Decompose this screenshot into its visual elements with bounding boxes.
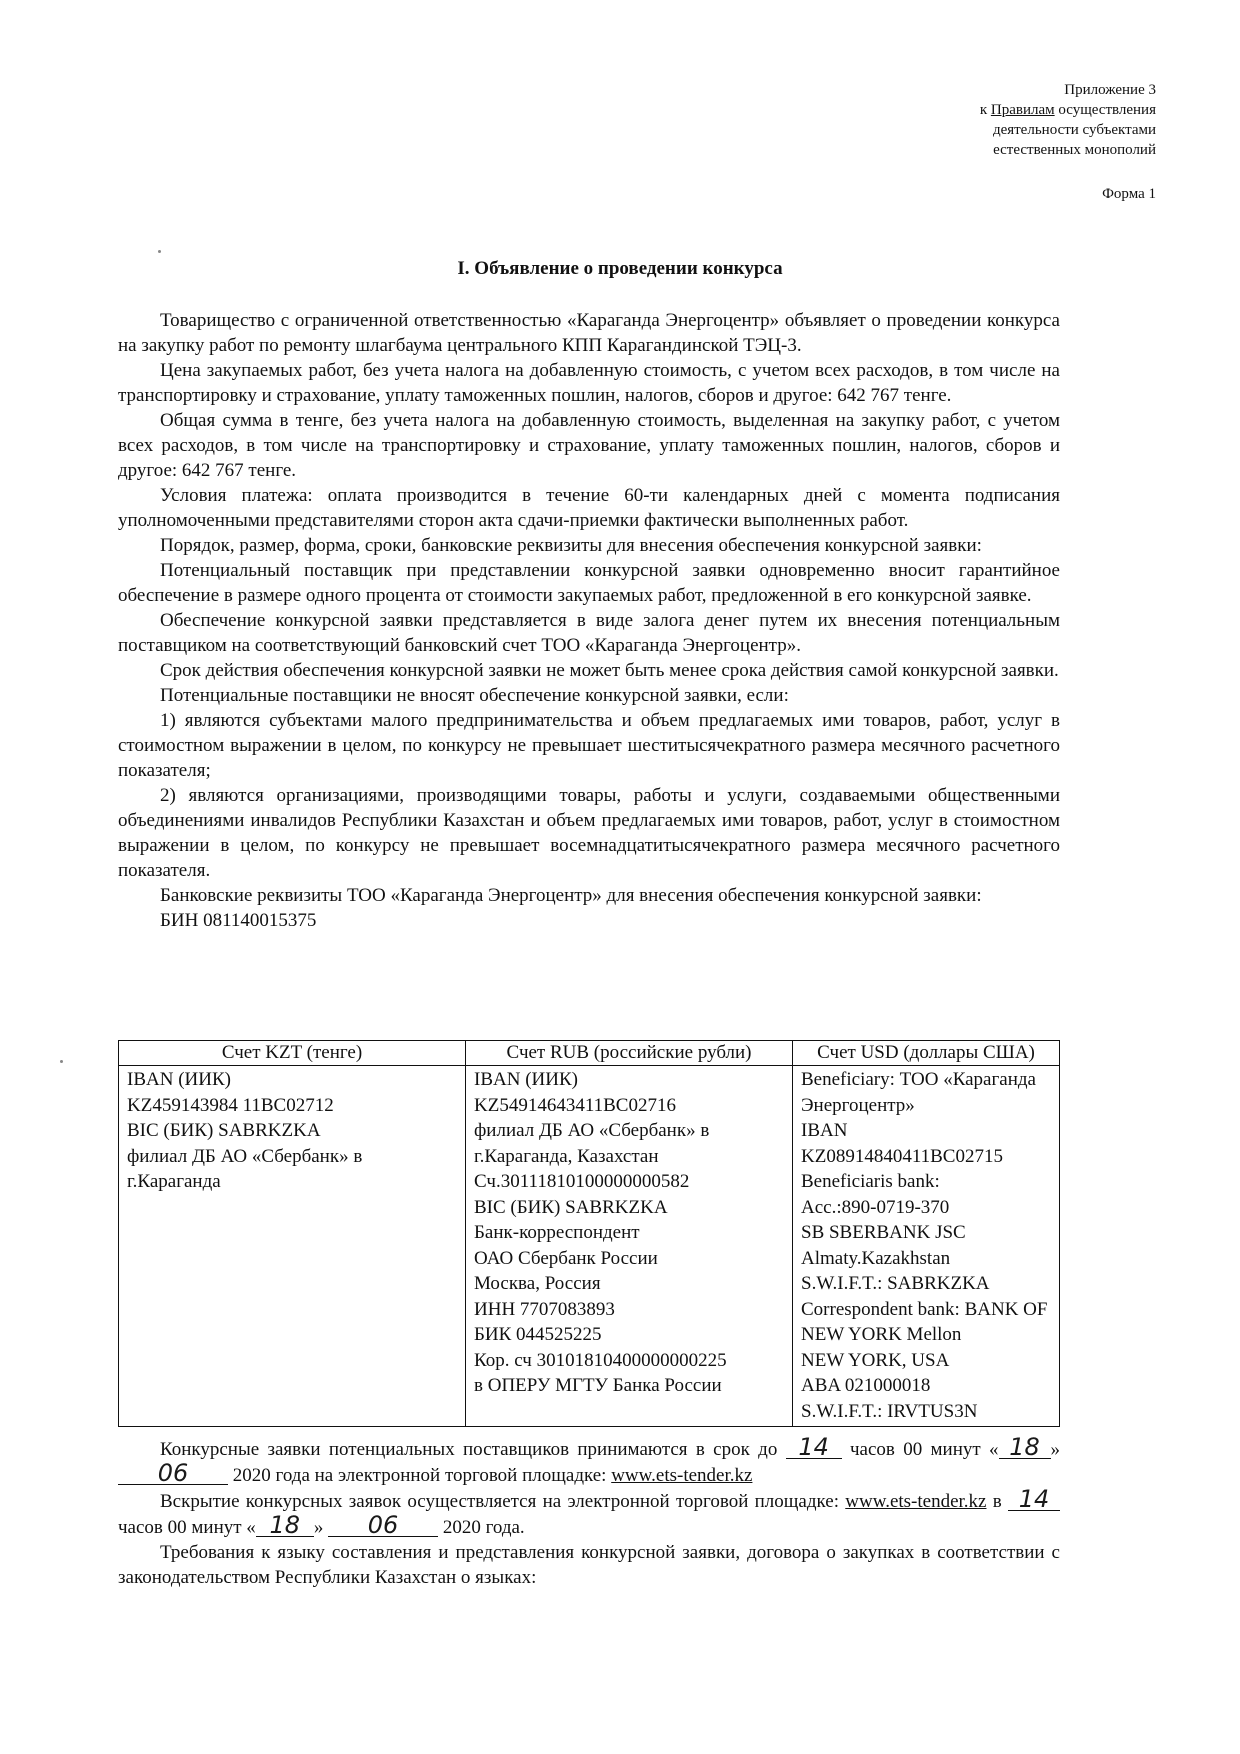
document-title: I. Объявление о проведении конкурса	[457, 258, 783, 279]
kzt-line: филиал ДБ АО «Сбербанк» в	[127, 1145, 363, 1167]
scan-speck	[158, 250, 161, 253]
rub-line: BIC (БИК) SABRKZKA	[474, 1196, 668, 1218]
handwritten-opening-day: 18	[256, 1514, 314, 1537]
usd-line: NEW YORK Mellon	[801, 1324, 962, 1345]
rub-line: IBAN (ИИК)	[474, 1069, 578, 1090]
usd-line: SB SBERBANK JSC	[801, 1222, 966, 1243]
deadline-platform-text: 2020 года на электронной торговой площадке:	[232, 1465, 607, 1486]
rub-line: Кор. сч 30101810400000000225	[474, 1349, 727, 1371]
usd-line: S.W.I.F.T.: SABRKZKA	[801, 1273, 990, 1294]
rub-line: Москва, Россия	[474, 1273, 601, 1294]
paragraph-intro: Товарищество с ограниченной ответственностью «Караганда Энергоцентр» объявляет о проведении конкурса на закупку работ по ремонту шлагбаума центрального КПП Карагандинской ТЭЦ-3.	[118, 310, 1060, 356]
paragraph-security-form: Обеспечение конкурсной заявки представляется в виде залога денег путем их внесения потенциальным поставщиком на соответствующий банковский счет ТОО «Караганда Энергоцентр».	[118, 610, 1060, 656]
rub-line: филиал ДБ АО «Сбербанк» в	[474, 1120, 710, 1141]
handwritten-opening-hour: 14	[1008, 1488, 1060, 1511]
rub-line: ИНН 7707083893	[474, 1298, 615, 1320]
paragraph-security-term: Срок действия обеспечения конкурсной заявки не может быть менее срока действия самой конкурсной заявки.	[160, 660, 1059, 681]
handwritten-day: 18	[999, 1436, 1051, 1459]
opening-text: Вскрытие конкурсных заявок осуществляется на электронной торговой площадке:	[160, 1491, 839, 1512]
ets-tender-link[interactable]: www.ets-tender.kz	[611, 1465, 753, 1486]
quote-close: »	[1050, 1439, 1061, 1460]
appendix-reference	[980, 80, 1156, 160]
header-kzt: Счет KZT (тенге)	[119, 1041, 466, 1066]
bank-details-table	[118, 1040, 1060, 1427]
appendix-prefix: к	[979, 102, 991, 118]
form-label: Форма 1	[1102, 186, 1156, 202]
kzt-line: IBAN (ИИК)	[127, 1069, 231, 1090]
opening-year-text: 2020 года.	[442, 1517, 525, 1538]
bin-number: БИН 081140015375	[160, 910, 317, 931]
usd-account-cell	[793, 1066, 1060, 1427]
rub-line: Банк-корреспондент	[474, 1222, 640, 1243]
handwritten-hour: 14	[786, 1436, 842, 1459]
deadline-time-text: часов 00 минут	[849, 1439, 981, 1460]
rub-account-cell	[466, 1066, 793, 1427]
opening-info	[118, 1485, 1060, 1540]
paragraph-exemptions-intro: Потенциальные поставщики не вносят обеспечение конкурсной заявки, если:	[160, 685, 789, 706]
appendix-line-3: деятельности субъектами	[992, 122, 1156, 138]
rub-line: KZ54914643411BC02716	[474, 1094, 676, 1116]
usd-line: IBAN KZ08914840411BC02715	[801, 1120, 1003, 1167]
opening-in: в	[992, 1491, 1002, 1512]
handwritten-opening-month: 06	[328, 1514, 438, 1537]
header-rub: Счет RUB (российские рубли)	[466, 1041, 793, 1066]
usd-line: ABA 021000018	[801, 1375, 931, 1396]
usd-line: Acc.:890-0719-370	[801, 1196, 950, 1218]
usd-line: Beneficiary: ТОО «Караганда	[801, 1069, 1036, 1090]
rules-link[interactable]: Правилам	[990, 102, 1055, 118]
opening-time-text: часов 00 минут «	[118, 1517, 256, 1538]
deadline-text: Конкурсные заявки потенциальных поставщиков принимаются в срок до	[160, 1439, 778, 1460]
usd-line: Correspondent bank: BANK OF	[801, 1298, 1048, 1320]
table-header-row	[119, 1041, 1060, 1066]
usd-line: Almaty.Kazakhstan	[801, 1247, 951, 1269]
rub-line: в ОПЕРУ МГТУ Банка России	[474, 1375, 722, 1396]
paragraph-security-procedure: Порядок, размер, форма, сроки, банковские реквизиты для внесения обеспечения конкурсной заявки:	[160, 535, 982, 556]
paragraph-total-sum: Общая сумма в тенге, без учета налога на добавленную стоимость, выделенная на закупку работ, с учетом всех расходов, в том числе на транспортировку и страхование, уплату таможенных пошлин, налогов, сборов и другое: 642 767 тенге.	[118, 410, 1060, 481]
kzt-line: г.Караганда	[127, 1171, 221, 1192]
kzt-line: BIC (БИК) SABRKZKA	[127, 1120, 321, 1141]
scan-speck	[60, 1060, 63, 1063]
usd-line: NEW YORK, USA	[801, 1349, 950, 1371]
appendix-line-2	[980, 100, 1156, 120]
appendix-line-1: Приложение 3	[1064, 82, 1156, 98]
deadlines-section	[118, 1433, 1061, 1590]
paragraph-price: Цена закупаемых работ, без учета налога на добавленную стоимость, с учетом всех расходов, в том числе на транспортировку и страхование, уплату таможенных пошлин, налогов, сборов и другое: 642 767 тенге.	[118, 360, 1060, 406]
paragraph-exemption-2: 2) являются организациями, производящими товары, работы и услуги, создаваемыми общественными объединениями инвалидов Республики Казахстан и объем предлагаемых ими товаров, работ, услуг в стоимостном выражении в целом, по конкурсу не превышает восемнадцатитысячекратного размера месячного расчетного показателя.	[118, 785, 1060, 881]
rub-line: БИК 044525225	[474, 1324, 602, 1345]
table-row	[119, 1066, 1060, 1427]
rub-line: ОАО Сбербанк России	[474, 1247, 658, 1269]
kzt-account-cell	[119, 1066, 466, 1427]
ets-tender-link-2[interactable]: www.ets-tender.kz	[845, 1491, 987, 1512]
usd-line: S.W.I.F.T.: IRVTUS3N	[801, 1400, 978, 1422]
appendix-suffix: осуществления	[1054, 102, 1156, 118]
header-usd: Счет USD (доллары США)	[793, 1041, 1060, 1066]
paragraph-guarantee: Потенциальный поставщик при представлении конкурсной заявки одновременно вносит гарантийное обеспечение в размере одного процента от стоимости закупаемых работ, предложенной в его конкурсной заявке.	[118, 560, 1060, 606]
paragraph-bank-details-intro: Банковские реквизиты ТОО «Караганда Энергоцентр» для внесения обеспечения конкурсной заявки:	[160, 885, 982, 906]
kzt-line: KZ459143984 11BC02712	[127, 1094, 334, 1116]
language-requirements: Требования к языку составления и представления конкурсной заявки, договора о закупках в соответствии с законодательством Республики Казахстан о языках:	[118, 1542, 1060, 1588]
announcement-body	[118, 308, 1060, 933]
usd-line: Beneficiaris bank:	[801, 1171, 940, 1192]
quote-open: «	[989, 1439, 999, 1460]
rub-line: Сч.30111810100000000582	[474, 1171, 690, 1192]
usd-line: Энергоцентр»	[801, 1094, 915, 1116]
rub-line: г.Караганда, Казахстан	[474, 1145, 659, 1167]
paragraph-payment-terms: Условия платежа: оплата производится в течение 60-ти календарных дней с момента подписания уполномоченными представителями сторон акта сдачи-приемки фактически выполненных работ.	[118, 485, 1060, 531]
quote-close: »	[313, 1517, 324, 1538]
submission-deadline	[118, 1433, 1061, 1488]
handwritten-month: 06	[118, 1462, 228, 1485]
appendix-line-4: естественных монополий	[993, 142, 1156, 158]
paragraph-exemption-1: 1) являются субъектами малого предпринимательства и объем предлагаемых ими товаров, работ, услуг в стоимостном выражении в целом, по конкурсу не превышает шеститысячекратного размера месячного расчетного показателя;	[118, 710, 1060, 781]
